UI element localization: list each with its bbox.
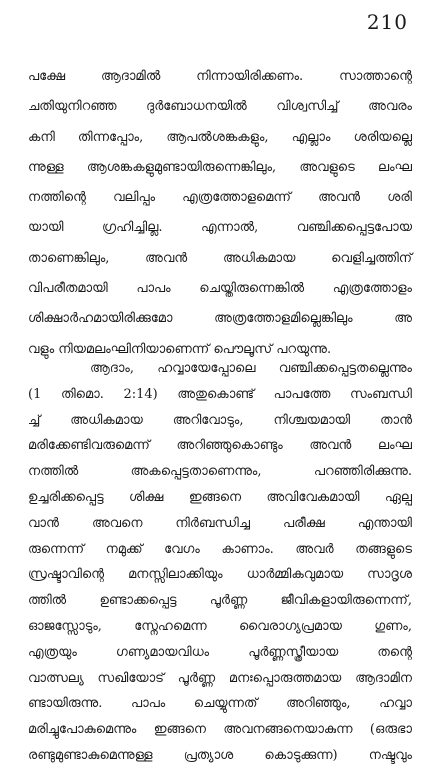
text-line: ണ്ടായിരുന്നു. പാപം ചെയ്യുന്നത് അറിഞ്ഞും, ഹവ്വാ xyxy=(28,696,412,712)
text-line: വാൻ അവനെ നിർബന്ധിച്ച പരീക്ഷ എന്തായി xyxy=(28,515,412,531)
text-line: മരിച്ചുപോകുമെന്നും ഇങ്ങനെ അവനങ്ങനെയാകുന്ന (ഒരുഭാ xyxy=(28,722,412,738)
text-line: വിപരീതമായി പാപം ചെയ്തിരുന്നെങ്കിൽ എത്രത്തോളം xyxy=(28,281,412,297)
text-line: ഉച്ചരിക്കപ്പെട്ട ശിക്ഷ ഇങ്ങനെ അവിവേകമായി ഏല്പ xyxy=(28,489,412,505)
paragraph-2 xyxy=(0,356,434,769)
text-line: ത്തിൽ ഉണ്ടാക്കപ്പെട്ട പൂർണ്ണ ജീവികളായിരുന്നെന്ന്, xyxy=(28,593,412,609)
text-line: ശിക്ഷാർഹമായിരിക്കുമോ അത്രത്തോളമില്ലെങ്കിലും അ xyxy=(28,311,412,327)
text-line: വളും നിയമലംഘിനിയാണെന്ന് പൌലൂസ് പറയുന്നു. xyxy=(28,341,332,357)
text-line: ഓജസ്സോടും, സ്നേഹമെന്ന വൈരാഗ്യപ്രമായ ഗുണം, xyxy=(28,618,412,634)
text-line: നത്തിൽ അകപ്പെട്ടതാണെന്നും, പറഞ്ഞിരിക്കുന്നു. xyxy=(28,464,412,480)
text-line: സ്രഷ്ടാവിന്റെ മനസ്സിലാക്കിയും ധാർമ്മികവുമായ സാദൃശ xyxy=(28,567,412,583)
text-line: താണെങ്കിലും, അവൻ അധികമായ വെളിച്ചത്തിന് xyxy=(28,250,412,266)
page-number: 210 xyxy=(366,10,408,34)
text-line: എത്രയും ഗണ്യമായവിധം പൂർണ്ണസ്ത്രീയായ തന്റെ xyxy=(28,644,412,660)
text-line: ചതിയുനിറഞ്ഞ ദുർബോധനയിൽ വിശ്വസിച്ച് അവരം xyxy=(28,99,412,115)
text-line: വാത്സല്യ സഖിയോട് പൂർണ്ണ മനഃപ്പൊരുത്തമായ ആദാമിന xyxy=(28,670,412,686)
text-line: ച്ച് അധികമായ അറിവോടും, നിശ്ചയമായി താൻ xyxy=(28,412,412,428)
text-line: രുന്നെന്ന് നമുക്ക് വേഗം കാണാം. അവർ തങ്ങളുടെ xyxy=(28,541,412,557)
text-line: യായി ഗ്രഹിച്ചില്ല. എന്നാൽ, വഞ്ചിക്കപ്പെട്ടപോയ xyxy=(28,220,412,236)
text-line: കനി തിന്നപ്പോം, ആപൽശങ്കകളും, എല്ലാം ശരിയല്ലെ xyxy=(28,129,412,145)
text-line: ന്നുള്ള ആശങ്കകളുമുണ്ടായിരുന്നെങ്കിലും, അവളുടെ ലംഘ xyxy=(28,159,412,175)
text-line: പക്ഷേ ആദാമിൽ നിന്നായിരിക്കണം. സാത്താന്റെ xyxy=(28,69,412,84)
text-line: രണ്ടുമുണ്ടാകുമെന്നുള്ള പ്രത്യാശ കൊടുക്കുന്ന) നഷ്ടവും xyxy=(28,747,412,763)
text-line: മരിക്കേണ്ടിവരുമെന്ന് അറിഞ്ഞുകൊണ്ടും അവൻ ലംഘ xyxy=(28,438,412,454)
paragraph-1 xyxy=(0,62,434,365)
text-line: നത്തിന്റെ വലിപ്പം എത്രത്തോളമെന്ന് അവൻ ശരി xyxy=(28,190,412,206)
text-line: (1 തിമൊ. 2:14) അതുകൊണ്ട് പാപത്തേ സംബന്ധി xyxy=(28,386,412,402)
text-line: ആദാം, ഹവ്വായേപ്പോലെ വഞ്ചിക്കപ്പെട്ടതല്ലെന്നും xyxy=(90,361,412,376)
